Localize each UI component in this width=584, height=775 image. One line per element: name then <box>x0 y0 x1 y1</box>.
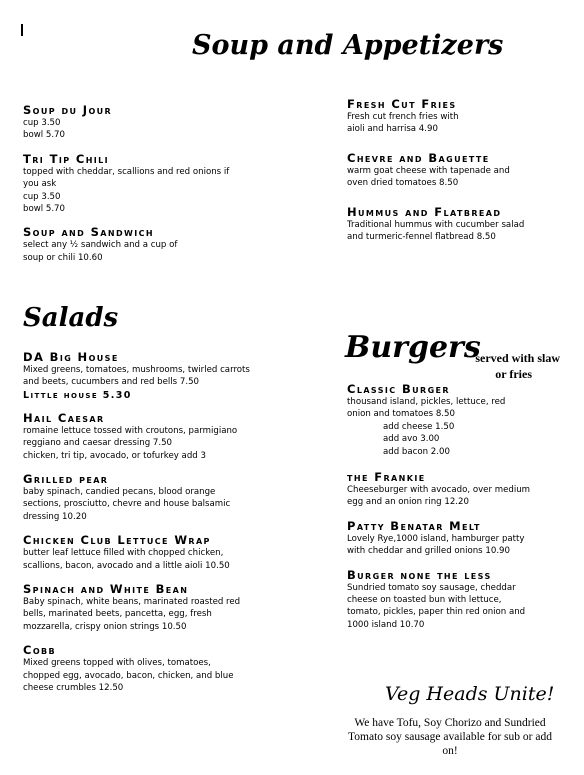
item-line: dressing 10.20 <box>23 511 87 522</box>
menu-item <box>23 643 323 694</box>
addon-line: add bacon 2.00 <box>383 446 450 457</box>
subtitle-line: served with slaw <box>475 351 560 365</box>
addon-line: add avo 3.00 <box>383 434 440 445</box>
item-line: Baby spinach, white beans, marinated roasted red <box>23 597 241 608</box>
item-line: Fresh cut french fries with <box>347 112 459 122</box>
item-line: romaine lettuce tossed with croutons, parmigiano <box>23 425 238 436</box>
menu-item <box>347 519 577 558</box>
item-title: Soup du Jour <box>23 103 113 117</box>
item-line: cup 3.50 <box>23 118 61 128</box>
item-line: chicken, tri tip, avocado, or tofurkey add 3 <box>23 450 206 461</box>
item-title: Patty Benatar Melt <box>347 518 481 533</box>
menu-item <box>23 582 323 633</box>
soup-left-column <box>23 103 303 264</box>
item-line: you ask <box>23 179 57 190</box>
menu-item <box>347 470 577 509</box>
menu-item <box>347 97 577 136</box>
text-cursor <box>21 24 23 36</box>
item-line: aioli and harrisa 4.90 <box>347 124 438 135</box>
menu-item <box>347 382 577 458</box>
item-title: DA Big House <box>23 350 119 364</box>
item-title: Tri Tip Chili <box>23 151 110 166</box>
item-line: 1000 island 10.70 <box>347 619 425 630</box>
item-line: and turmeric-fennel flatbread 8.50 <box>347 232 496 243</box>
item-title: Chicken Club Lettuce Wrap <box>23 533 211 548</box>
salads-heading: Salads <box>23 303 119 333</box>
item-line: tomato, pickles, paper thin red onion and <box>347 607 526 618</box>
item-title: Burger none the less <box>347 567 492 582</box>
item-line: cheese crumbles 12.50 <box>23 683 124 694</box>
item-line: reggiano and caesar dressing 7.50 <box>23 438 173 449</box>
item-line: Mixed greens, tomatoes, mushrooms, twirled carrots <box>23 365 250 375</box>
item-line: Lovely Rye,1000 island, hamburger patty <box>347 533 525 544</box>
veg-note: We have Tofu, Soy Chorizo and Sundried Tomato soy sausage available for sub or add on! <box>348 717 552 757</box>
soup-right-column <box>347 97 577 243</box>
item-line: topped with cheddar, scallions and red onions if <box>23 166 230 177</box>
item-title: Cobb <box>23 643 57 658</box>
item-title: Chevre and Baguette <box>347 150 490 165</box>
item-line: cheese on toasted bun with lettuce, <box>347 595 502 606</box>
burgers-subtitle <box>440 350 560 382</box>
item-line: sections, prosciutto, chevre and house balsamic <box>23 499 231 510</box>
item-line: chopped egg, avocado, bacon, chicken, and blue <box>23 670 234 681</box>
item-line: with cheddar and grilled onions 10.90 <box>347 546 510 557</box>
item-line: butter leaf lettuce filled with chopped chicken, <box>23 548 224 559</box>
menu-item <box>347 205 577 244</box>
item-line: Sundried tomato soy sausage, cheddar <box>347 582 516 593</box>
menu-item <box>347 151 577 190</box>
item-line: bowl 5.70 <box>23 130 65 141</box>
menu-item <box>23 533 323 572</box>
menu-item <box>23 152 303 216</box>
item-line: onion and tomatoes 8.50 <box>347 409 455 420</box>
item-line: cup 3.50 <box>23 191 61 202</box>
salads-column <box>23 350 323 695</box>
burgers-heading: Burgers <box>345 330 481 365</box>
menu-item <box>23 350 323 403</box>
menu-item <box>347 568 577 632</box>
item-line: mozzarella, crispy onion strings 10.50 <box>23 621 187 632</box>
veg-heading: Veg Heads Unite! <box>385 683 555 705</box>
menu-item <box>23 103 303 142</box>
item-title: Fresh Cut Fries <box>347 97 457 111</box>
burgers-column <box>347 382 577 631</box>
item-line: baby spinach, candied pecans, blood orange <box>23 487 216 498</box>
item-line: bells, marinated beets, pancetta, egg, fresh <box>23 609 212 620</box>
item-title: Classic Burger <box>347 382 450 396</box>
subtitle-line: or fries <box>495 367 532 381</box>
item-line: egg and an onion ring 12.20 <box>347 497 469 508</box>
menu-item <box>23 411 323 462</box>
item-extra: Little house 5.30 <box>23 389 132 401</box>
item-line: oven dried tomatoes 8.50 <box>347 178 459 189</box>
item-line: select any ½ sandwich and a cup of <box>23 240 178 251</box>
item-line: Mixed greens topped with olives, tomatoes, <box>23 658 211 669</box>
item-line: Traditional hummus with cucumber salad <box>347 219 525 230</box>
item-title: Soup and Sandwich <box>23 225 154 240</box>
item-line: thousand island, pickles, lettuce, red <box>347 397 506 407</box>
item-title: Grilled pear <box>23 472 109 487</box>
soup-heading: Soup and Appetizers <box>192 30 504 61</box>
item-line: bowl 5.70 <box>23 204 65 215</box>
item-title: the Frankie <box>347 470 426 485</box>
item-title: Hummus and Flatbread <box>347 204 502 219</box>
item-line: warm goat cheese with tapenade and <box>347 165 510 176</box>
menu-item <box>23 472 323 523</box>
item-title: Spinach and White Bean <box>23 582 189 597</box>
item-line: scallions, bacon, avocado and a little aioli 10.50 <box>23 560 230 571</box>
item-line: Cheeseburger with avocado, over medium <box>347 485 531 496</box>
menu-item <box>23 225 303 264</box>
item-line: soup or chili 10.60 <box>23 252 103 263</box>
addon-line: add cheese 1.50 <box>383 421 455 432</box>
item-line: and beets, cucumbers and red bells 7.50 <box>23 377 200 388</box>
item-title: Hail Caesar <box>23 410 105 425</box>
